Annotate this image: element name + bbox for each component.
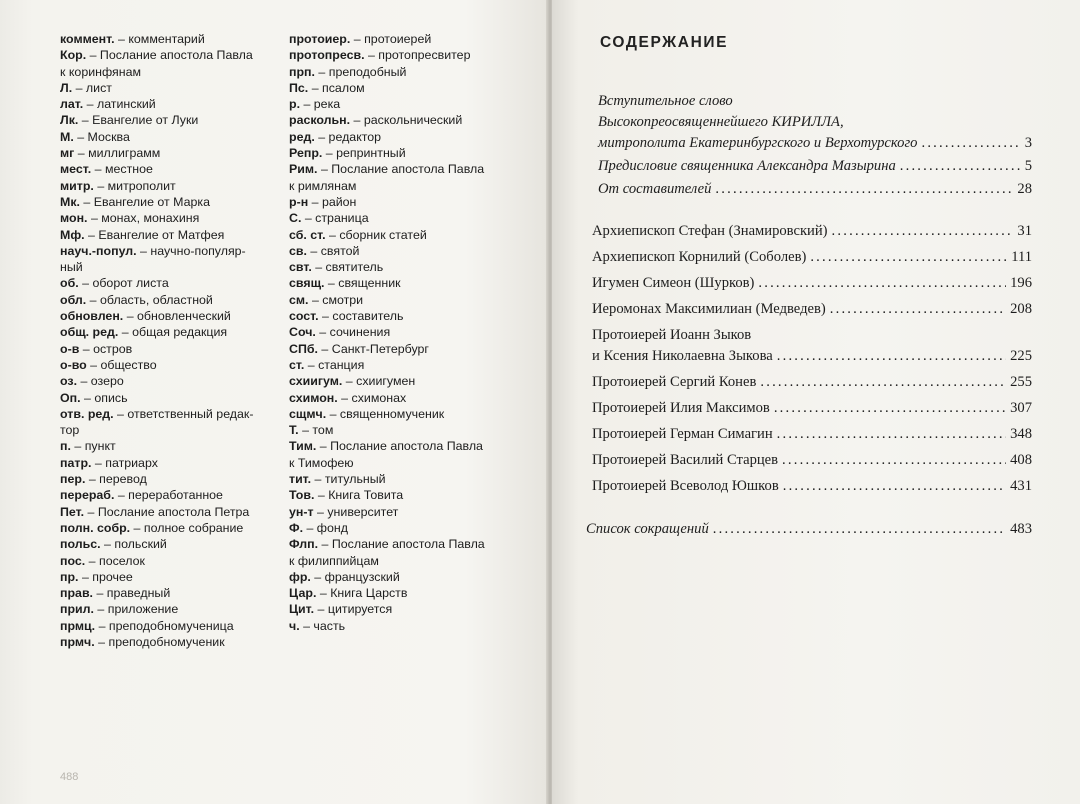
abbreviation-entry	[60, 553, 292, 569]
abbreviation-term: Пс.	[289, 80, 309, 95]
abbreviation-entry	[289, 161, 519, 177]
abbreviation-definition: – митрополит	[93, 178, 176, 193]
abbreviation-entry	[289, 129, 519, 145]
abbreviation-definition: – общая редакция	[118, 325, 228, 340]
abbreviation-entry	[60, 487, 292, 503]
toc-entry-title: Предисловие священника Александра Мазырина	[598, 158, 896, 174]
abbreviation-definition: – протопресвитер	[364, 48, 471, 63]
abbreviation-term: Тов.	[289, 488, 315, 503]
abbreviation-definition: – Евангелие от Луки	[78, 113, 199, 128]
toc-entry	[586, 450, 1032, 471]
toc-page-number: 255	[1010, 374, 1032, 390]
toc-entry-title-line: Вступительное слово	[598, 93, 733, 109]
toc-leader-dots	[713, 519, 1006, 540]
abbreviation-term: см.	[289, 292, 309, 307]
abbreviation-term: п.	[60, 439, 71, 454]
abbreviation-entry	[60, 259, 292, 275]
abbreviation-definition: – латинский	[83, 97, 156, 112]
abbreviation-term: о-во	[60, 357, 87, 372]
abbreviation-definition: – станция	[304, 357, 365, 372]
abbreviation-entry	[289, 406, 519, 422]
abbreviation-entry	[289, 455, 519, 471]
abbreviation-entry	[289, 96, 519, 112]
abbreviation-term: прмц.	[60, 618, 96, 633]
abbreviation-entry	[289, 227, 519, 243]
toc-entry-title: Архиепископ Корнилий (Соболев)	[592, 249, 807, 265]
toc-leader-dots	[830, 299, 1006, 320]
abbreviation-term: Кор.	[60, 48, 87, 63]
abbreviation-definition: – пункт	[70, 439, 116, 454]
toc-leader-dots	[782, 450, 1006, 471]
abbreviation-definition: – оборот листа	[78, 276, 169, 291]
toc-entry	[586, 325, 1032, 367]
toc-leader-dots	[774, 398, 1006, 419]
abbreviation-term: ред.	[289, 129, 315, 144]
abbreviation-entry	[60, 292, 292, 308]
abbreviation-definition: – Санкт-Петербург	[317, 341, 429, 356]
abbreviation-entry	[289, 553, 519, 569]
abbreviation-entry	[60, 341, 292, 357]
abbreviation-term: прил.	[60, 602, 94, 617]
toc-entry	[586, 519, 1032, 540]
abbreviation-definition: – Книга Царств	[316, 586, 408, 601]
abbreviation-definition: – переработанное	[114, 488, 223, 503]
abbreviation-entry	[60, 210, 292, 226]
abbreviation-definition: – Послание апостола Павла	[86, 48, 253, 63]
abbreviation-term: Соч.	[289, 325, 316, 340]
abbreviation-definition: – редактор	[314, 129, 382, 144]
toc-entry-title-line: Высокопреосвященнейшего КИРИЛЛА,	[598, 114, 844, 130]
abbreviation-term: прп.	[289, 64, 315, 79]
abbreviation-entry	[289, 292, 519, 308]
abbreviation-term: Оп.	[60, 390, 81, 405]
toc-entry	[586, 221, 1032, 242]
abbreviation-definition: – остров	[79, 341, 133, 356]
abbreviation-entry	[60, 357, 292, 373]
abbreviation-term: Цар.	[289, 586, 317, 601]
abbreviation-entry	[60, 178, 292, 194]
abbreviation-entry	[60, 112, 292, 128]
abbreviation-entry	[60, 601, 292, 617]
abbreviation-definition: – святитель	[311, 260, 384, 275]
abbreviation-term: обновлен.	[60, 309, 124, 324]
abbreviation-term: р.	[289, 97, 301, 112]
abbreviation-term: перераб.	[60, 488, 115, 503]
abbreviation-term: Тим.	[289, 439, 317, 454]
abbreviation-entry	[289, 324, 519, 340]
abbreviation-term: Ф.	[289, 520, 304, 535]
toc-page-number: 431	[1010, 478, 1032, 494]
abbreviation-term: св.	[289, 243, 307, 258]
abbreviation-definition: – обновленческий	[123, 309, 231, 324]
abbreviation-definition: – опись	[80, 390, 128, 405]
abbreviation-definition: – святой	[306, 243, 360, 258]
abbreviation-term: Т.	[289, 423, 299, 438]
abbreviation-entry	[289, 259, 519, 275]
abbreviation-entry	[60, 161, 292, 177]
abbreviation-entry	[289, 618, 519, 634]
abbreviation-entry	[60, 31, 292, 47]
toc-heading: СОДЕРЖАНИЕ	[600, 34, 729, 51]
abbreviation-entry	[289, 80, 519, 96]
toc-entry	[586, 299, 1032, 320]
abbreviation-entry	[289, 520, 519, 536]
abbreviation-definition: – местное	[91, 162, 153, 177]
abbreviation-entry	[289, 145, 519, 161]
toc-entry	[586, 273, 1032, 294]
abbreviation-definition: – комментарий	[114, 32, 205, 46]
abbreviation-term: общ. ред.	[60, 325, 119, 340]
abbreviations-column-2	[289, 31, 519, 634]
toc-entry	[586, 179, 1032, 200]
abbreviation-entry	[289, 31, 519, 47]
toc-leader-dots	[777, 346, 1006, 367]
toc-entry-title: и Ксения Николаевна Зыкова	[592, 348, 773, 364]
toc-entry	[586, 372, 1032, 393]
abbreviation-definition: – район	[308, 194, 357, 209]
abbreviation-definition: – приложение	[93, 602, 179, 617]
toc-entry-title: Протоиерей Василий Старцев	[592, 452, 779, 468]
abbreviation-term: обл.	[60, 292, 87, 307]
abbreviation-term: сост.	[289, 309, 319, 324]
toc-entry-title: Список сокращений	[586, 521, 709, 537]
abbreviation-entry	[289, 243, 519, 259]
abbreviation-term: об.	[60, 276, 79, 291]
toc-entry-title: Иеромонах Максимилиан (Медведев)	[592, 301, 826, 317]
abbreviation-definition: – общество	[86, 357, 157, 372]
toc-leader-dots	[832, 221, 1014, 242]
abbreviation-definition: – перевод	[85, 472, 147, 487]
toc-entry-title: От составителей	[598, 181, 712, 197]
toc-leader-dots	[783, 476, 1006, 497]
abbreviation-entry	[289, 471, 519, 487]
abbreviation-term: Пет.	[60, 504, 85, 519]
abbreviation-entry	[289, 487, 519, 503]
abbreviation-definition: – французский	[310, 569, 400, 584]
abbreviation-entry	[289, 178, 519, 194]
abbreviation-entry	[60, 536, 292, 552]
abbreviation-entry	[60, 618, 292, 634]
abbreviation-definition: к коринфянам	[60, 64, 141, 79]
abbreviation-definition: – университет	[313, 504, 399, 519]
abbreviation-definition: – патриарх	[91, 455, 158, 470]
abbreviation-term: полн. собр.	[60, 520, 131, 535]
abbreviation-entry	[60, 324, 292, 340]
abbreviation-definition: – том	[298, 423, 334, 438]
abbreviation-entry	[60, 471, 292, 487]
abbreviation-definition: – сборник статей	[325, 227, 427, 242]
toc-entry	[586, 247, 1032, 268]
abbreviation-term: Цит.	[289, 602, 315, 617]
abbreviation-entry	[60, 308, 292, 324]
toc-page-number: 111	[1011, 249, 1032, 265]
abbreviation-definition: к филиппийцам	[289, 553, 379, 568]
abbreviation-term: сб. ст.	[289, 227, 326, 242]
toc-leader-dots	[900, 156, 1021, 177]
abbreviation-entry	[60, 504, 292, 520]
abbreviation-definition: – лист	[72, 80, 112, 95]
abbreviation-definition: – Послание апостола Петра	[84, 504, 250, 519]
abbreviation-definition: – преподобномученица	[95, 618, 234, 633]
abbreviation-entry	[60, 422, 292, 438]
abbreviation-definition: – праведный	[93, 586, 171, 601]
abbreviation-definition: – Евангелие от Марка	[79, 194, 210, 209]
abbreviation-entry	[289, 308, 519, 324]
abbreviation-entry	[289, 341, 519, 357]
abbreviation-definition: – монах, монахиня	[87, 211, 200, 226]
abbreviation-definition: – ответственный редак-	[113, 406, 254, 421]
abbreviation-entry	[289, 275, 519, 291]
toc-entry-title: Протоиерей Илия Максимов	[592, 400, 770, 416]
abbreviation-term: Рим.	[289, 162, 318, 177]
toc-page-number: 348	[1010, 426, 1032, 442]
abbreviation-entry	[289, 585, 519, 601]
abbreviation-definition: – Евангелие от Матфея	[84, 227, 225, 242]
abbreviation-entry	[289, 112, 519, 128]
toc-page-number: 307	[1010, 400, 1032, 416]
toc-entry	[586, 91, 1032, 154]
toc-leader-dots	[810, 247, 1007, 268]
toc-entry-title-line: Протоиерей Иоанн Зыков	[592, 327, 752, 343]
abbreviation-term: Мк.	[60, 194, 80, 209]
abbreviation-definition: – река	[300, 97, 341, 112]
toc-entry-title: Протоиерей Всеволод Юшков	[592, 478, 779, 494]
abbreviation-entry	[60, 64, 292, 80]
table-of-contents	[586, 91, 1032, 540]
abbreviation-term: прмч.	[60, 634, 95, 649]
abbreviation-term: польс.	[60, 537, 101, 552]
abbreviation-entry	[60, 569, 292, 585]
abbreviation-entry	[289, 194, 519, 210]
abbreviation-definition: – преподобный	[314, 64, 407, 79]
abbreviation-entry	[60, 145, 292, 161]
toc-leader-dots	[921, 133, 1020, 154]
abbreviation-definition: – составитель	[318, 309, 404, 324]
abbreviation-definition: – прочее	[78, 569, 133, 584]
toc-page-number: 408	[1010, 452, 1032, 468]
abbreviation-entry	[60, 634, 292, 650]
abbreviation-definition: – Книга Товита	[314, 488, 404, 503]
abbreviation-entry	[289, 390, 519, 406]
abbreviation-term: ч.	[289, 618, 300, 633]
abbreviation-definition: – Послание апостола Павла	[316, 439, 483, 454]
toc-page-number: 3	[1024, 135, 1032, 151]
abbreviation-entry	[60, 373, 292, 389]
abbreviation-term: ст.	[289, 357, 305, 372]
abbreviation-definition: – сочинения	[315, 325, 391, 340]
abbreviation-entry	[289, 601, 519, 617]
abbreviation-term: о-в	[60, 341, 80, 356]
abbreviation-definition: – поселок	[85, 553, 145, 568]
toc-page-number: 196	[1010, 275, 1032, 291]
abbreviation-entry	[60, 129, 292, 145]
toc-entry-title: Протоиерей Герман Симагин	[592, 426, 773, 442]
abbreviation-term: ун-т	[289, 504, 314, 519]
toc-page-number: 225	[1010, 348, 1032, 364]
abbreviation-definition: – псалом	[308, 80, 365, 95]
abbreviation-term: Репр.	[289, 146, 323, 161]
abbreviation-definition: – схимонах	[337, 390, 407, 405]
abbreviation-definition: – научно-популяр-	[136, 243, 246, 258]
abbreviation-entry	[60, 47, 292, 63]
abbreviations-column-1	[60, 31, 292, 650]
toc-entry	[586, 424, 1032, 445]
abbreviation-term: М.	[60, 129, 74, 144]
abbreviation-definition: – Послание апостола Павла	[317, 162, 485, 177]
abbreviation-definition: – польский	[100, 537, 167, 552]
abbreviation-term: патр.	[60, 455, 92, 470]
toc-page-number: 31	[1017, 223, 1032, 239]
abbreviation-term: свящ.	[289, 276, 325, 291]
abbreviation-definition: – преподобномученик	[94, 634, 225, 649]
abbreviation-entry	[60, 194, 292, 210]
abbreviation-entry	[289, 357, 519, 373]
abbreviation-definition: – схиигумен	[342, 374, 416, 389]
abbreviation-term: Л.	[60, 80, 73, 95]
abbreviation-entry	[289, 47, 519, 63]
toc-leader-dots	[777, 424, 1006, 445]
toc-page-number: 208	[1010, 301, 1032, 317]
abbreviation-entry	[60, 438, 292, 454]
toc-entry	[586, 156, 1032, 177]
abbreviation-term: р-н	[289, 194, 309, 209]
abbreviation-definition: – Послание апостола Павла	[318, 537, 485, 552]
abbreviation-definition: – озеро	[77, 374, 124, 389]
abbreviation-term: Мф.	[60, 227, 85, 242]
abbreviation-term: раскольн.	[289, 113, 351, 128]
toc-entry-title: Игумен Симеон (Шурков)	[592, 275, 755, 291]
abbreviation-term: лат.	[60, 97, 84, 112]
abbreviation-definition: – область, областной	[86, 292, 213, 307]
abbreviation-term: прав.	[60, 586, 94, 601]
abbreviation-entry	[289, 569, 519, 585]
abbreviation-term: фр.	[289, 569, 311, 584]
abbreviation-term: пер.	[60, 472, 86, 487]
toc-page-number: 483	[1010, 521, 1032, 537]
abbreviation-entry	[60, 455, 292, 471]
abbreviation-definition: – смотри	[308, 292, 364, 307]
toc-entry-title: митрополита Екатеринбургского и Верхотурского	[598, 135, 918, 151]
abbreviation-definition: – репринтный	[322, 146, 406, 161]
abbreviation-entry	[289, 210, 519, 226]
abbreviation-definition: – титульный	[311, 472, 386, 487]
abbreviation-definition: – фонд	[303, 520, 348, 535]
abbreviation-entry	[60, 275, 292, 291]
abbreviation-entry	[60, 96, 292, 112]
abbreviation-definition: – Москва	[73, 129, 130, 144]
toc-leader-dots	[758, 273, 1006, 294]
abbreviation-term: С.	[289, 211, 302, 226]
abbreviation-term: Лк.	[60, 113, 79, 128]
toc-leader-dots	[715, 179, 1013, 200]
abbreviation-definition: – протоиерей	[350, 32, 432, 46]
abbreviation-term: митр.	[60, 178, 94, 193]
abbreviation-definition: – полное собрание	[130, 520, 244, 535]
abbreviation-term: мест.	[60, 162, 92, 177]
abbreviation-entry	[289, 422, 519, 438]
abbreviation-entry	[289, 64, 519, 80]
abbreviation-definition: – цитируется	[314, 602, 393, 617]
abbreviation-definition: тор	[60, 423, 80, 438]
toc-entry	[586, 398, 1032, 419]
abbreviation-term: схимон.	[289, 390, 338, 405]
abbreviation-definition: к римлянам	[289, 178, 357, 193]
abbreviation-definition: – раскольнический	[350, 113, 463, 128]
abbreviation-definition: – часть	[299, 618, 346, 633]
abbreviation-term: пос.	[60, 553, 86, 568]
abbreviation-term: протоиер.	[289, 32, 351, 46]
abbreviation-definition: – священномученик	[326, 406, 445, 421]
abbreviation-entry	[289, 536, 519, 552]
toc-page-number: 28	[1017, 181, 1032, 197]
abbreviation-term: протопресв.	[289, 48, 365, 63]
abbreviation-entry	[289, 504, 519, 520]
abbreviation-term: науч.-попул.	[60, 243, 137, 258]
toc-page-number: 5	[1024, 158, 1032, 174]
abbreviation-term: тит.	[289, 472, 312, 487]
abbreviation-definition: – священник	[324, 276, 401, 291]
abbreviation-entry	[60, 406, 292, 422]
abbreviation-entry	[60, 585, 292, 601]
abbreviation-definition: – страница	[301, 211, 369, 226]
abbreviation-term: свт.	[289, 260, 312, 275]
abbreviation-entry	[60, 520, 292, 536]
toc-entry	[586, 476, 1032, 497]
toc-leader-dots	[760, 372, 1006, 393]
abbreviation-term: мг	[60, 146, 75, 161]
abbreviation-definition: ный	[60, 260, 83, 275]
toc-entry-title: Архиепископ Стефан (Знамировский)	[592, 223, 828, 239]
abbreviation-term: пр.	[60, 569, 79, 584]
abbreviation-term: коммент.	[60, 32, 115, 46]
abbreviation-term: оз.	[60, 374, 78, 389]
abbreviation-term: схиигум.	[289, 374, 343, 389]
abbreviation-term: отв. ред.	[60, 406, 114, 421]
abbreviation-definition: – миллиграмм	[74, 146, 161, 161]
abbreviation-entry	[60, 80, 292, 96]
abbreviation-term: сщмч.	[289, 406, 327, 421]
abbreviation-entry	[60, 243, 292, 259]
abbreviation-entry	[289, 373, 519, 389]
abbreviation-entry	[60, 227, 292, 243]
abbreviation-entry	[289, 438, 519, 454]
toc-entry-title: Протоиерей Сергий Конев	[592, 374, 757, 390]
abbreviation-definition: к Тимофею	[289, 455, 354, 470]
page-number: 488	[60, 771, 79, 783]
abbreviation-term: мон.	[60, 211, 88, 226]
abbreviation-term: СПб.	[289, 341, 318, 356]
abbreviation-term: Флп.	[289, 537, 319, 552]
abbreviation-entry	[60, 390, 292, 406]
